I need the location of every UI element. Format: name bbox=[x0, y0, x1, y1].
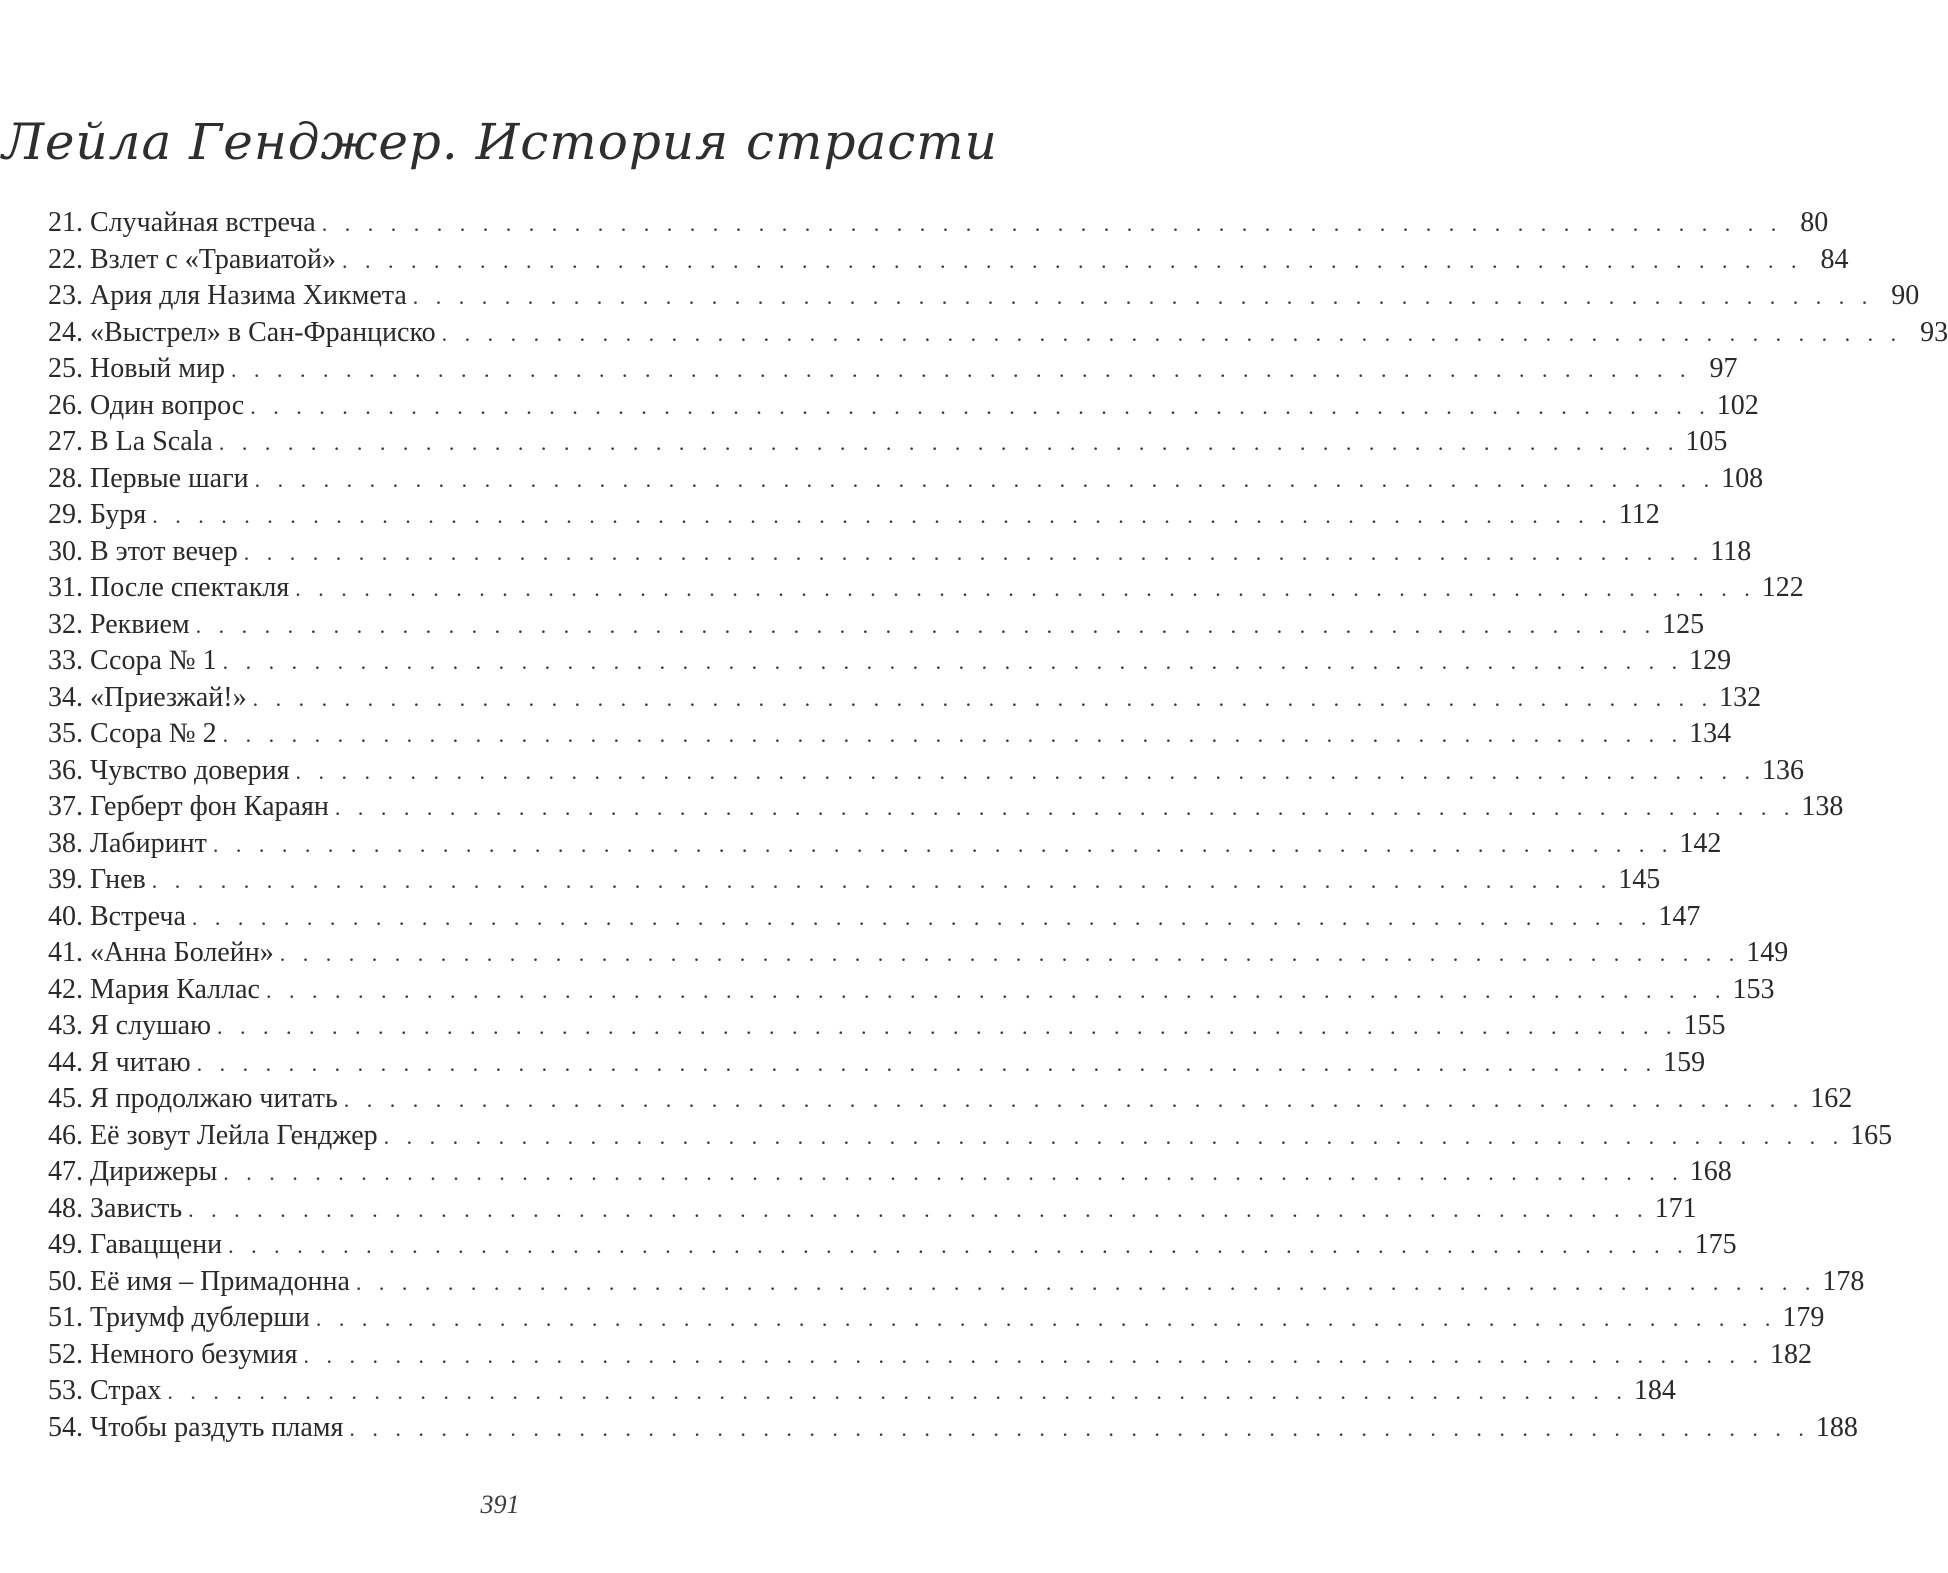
dot-leader: . . . . . . . . . . . . . . . . . . . . . . . . . . . . . . . . . . . . . . . . . . . . . . . . . . . . . . . . . . . . . . . . bbox=[383, 1123, 1845, 1149]
toc-entry-page: 162 bbox=[1810, 1083, 1853, 1114]
toc-entry-title: 49. Гавацщени bbox=[48, 1229, 223, 1260]
dot-leader: . . . . . . . . . . . . . . . . . . . . . . . . . . . . . . . . . . . . . . . . . . . . . . . . . . . . . . . . . . . . . . . . bbox=[216, 1014, 1678, 1039]
toc-entry bbox=[48, 1118, 1893, 1155]
toc-entry-title: 46. Её зовут Лейла Генджер bbox=[48, 1119, 378, 1151]
toc-entry bbox=[48, 461, 1764, 498]
dot-leader: . . . . . . . . . . . . . . . . . . . . . . . . . . . . . . . . . . . . . . . . . . . . . . . . . . . . . . . . . . . . . . . . bbox=[167, 1379, 1628, 1404]
toc-entry-title: 47. Дирижеры bbox=[48, 1156, 218, 1187]
toc-entry bbox=[48, 607, 1705, 644]
toc-entry bbox=[48, 1264, 1865, 1301]
dot-leader: . . . . . . . . . . . . . . . . . . . . . . . . . . . . . . . . . . . . . . . . . . . . . . . . . . . . . . . . . . . . . . . . bbox=[196, 1050, 1658, 1076]
toc-entry-page: 134 bbox=[1689, 718, 1732, 749]
toc-entry bbox=[48, 643, 1732, 680]
toc-entry-title: 42. Мария Каллас bbox=[48, 973, 260, 1005]
toc-entry-title: 38. Лабиринт bbox=[48, 827, 207, 859]
dot-leader: . . . . . . . . . . . . . . . . . . . . . . . . . . . . . . . . . . . . . . . . . . . . . . . . . . . . . . . . . . . . . . . . bbox=[441, 320, 1903, 346]
toc-entry bbox=[48, 1373, 1676, 1410]
toc-entry-page: 182 bbox=[1769, 1338, 1812, 1370]
toc-entry-page: 129 bbox=[1689, 645, 1732, 676]
toc-entry-title: 48. Зависть bbox=[48, 1192, 183, 1224]
toc-entry bbox=[48, 972, 1775, 1009]
dot-leader: . . . . . . . . . . . . . . . . . . . . . . . . . . . . . . . . . . . . . . . . . . . . . . . . . . . . . . . . . . . . . . . . bbox=[212, 831, 1674, 857]
toc-entry-page: 188 bbox=[1815, 1411, 1858, 1443]
dot-leader: . . . . . . . . . . . . . . . . . . . . . . . . . . . . . . . . . . . . . . . . . . . . . . . . . . . . . . . . . . . . . . . . bbox=[230, 357, 1692, 382]
toc-entry bbox=[48, 753, 1805, 790]
toc-entry bbox=[48, 315, 1948, 352]
toc-entry-page: 184 bbox=[1633, 1375, 1676, 1406]
toc-entry bbox=[48, 716, 1732, 753]
toc-entry-title: 36. Чувство доверия bbox=[48, 754, 290, 786]
toc-entry-page: 84 bbox=[1820, 243, 1849, 275]
toc-entry bbox=[48, 935, 1789, 972]
toc-entry-page: 153 bbox=[1732, 973, 1775, 1005]
toc-entry-page: 132 bbox=[1719, 681, 1762, 713]
toc-entry-title: 45. Я продолжаю читать bbox=[48, 1083, 338, 1114]
toc-entry-title: 28. Первые шаги bbox=[48, 462, 249, 494]
dot-leader: . . . . . . . . . . . . . . . . . . . . . . . . . . . . . . . . . . . . . . . . . . . . . . . . . . . . . . . . . . . . . . . . bbox=[222, 649, 1684, 674]
dot-leader: . . . . . . . . . . . . . . . . . . . . . . . . . . . . . . . . . . . . . . . . . . . . . . . . . . . . . . . . . . . . . . . . bbox=[188, 1196, 1649, 1222]
dot-leader: . . . . . . . . . . . . . . . . . . . . . . . . . . . . . . . . . . . . . . . . . . . . . . . . . . . . . . . . . . . . . . . . bbox=[152, 503, 1613, 528]
toc-entry bbox=[48, 205, 1829, 242]
toc-entry-page: 175 bbox=[1694, 1229, 1737, 1260]
dot-leader: . . . . . . . . . . . . . . . . . . . . . . . . . . . . . . . . . . . . . . . . . . . . . . . . . . . . . . . . . . . . . . . . bbox=[343, 1087, 1805, 1112]
dot-leader: . . . . . . . . . . . . . . . . . . . . . . . . . . . . . . . . . . . . . . . . . . . . . . . . . . . . . . . . . . . . . . . . bbox=[254, 466, 1716, 492]
toc-entry bbox=[48, 899, 1701, 936]
toc-entry bbox=[48, 242, 1849, 279]
dot-leader: . . . . . . . . . . . . . . . . . . . . . . . . . . . . . . . . . . . . . . . . . . . . . . . . . . . . . . . . . . . . . . . . bbox=[321, 211, 1783, 236]
dot-leader: . . . . . . . . . . . . . . . . . . . . . . . . . . . . . . . . . . . . . . . . . . . . . . . . . . . . . . . . . . . . . . . . bbox=[265, 977, 1727, 1003]
toc-entry-title: 21. Случайная встреча bbox=[48, 207, 316, 238]
toc-entry-page: 112 bbox=[1618, 499, 1660, 530]
toc-entry-title: 44. Я читаю bbox=[48, 1046, 191, 1078]
dot-leader: . . . . . . . . . . . . . . . . . . . . . . . . . . . . . . . . . . . . . . . . . . . . . . . . . . . . . . . . . . . . . . . . bbox=[303, 1342, 1764, 1368]
dot-leader: . . . . . . . . . . . . . . . . . . . . . . . . . . . . . . . . . . . . . . . . . . . . . . . . . . . . . . . . . . . . . . . . bbox=[222, 722, 1684, 747]
toc-entry-page: 179 bbox=[1782, 1302, 1825, 1333]
dot-leader: . . . . . . . . . . . . . . . . . . . . . . . . . . . . . . . . . . . . . . . . . . . . . . . . . . . . . . . . . . . . . . . . bbox=[252, 685, 1714, 711]
dot-leader: . . . . . . . . . . . . . . . . . . . . . . . . . . . . . . . . . . . . . . . . . . . . . . . . . . . . . . . . . . . . . . . . bbox=[243, 539, 1705, 565]
toc-entry-page: 145 bbox=[1618, 864, 1661, 895]
toc-entry bbox=[48, 278, 1920, 315]
toc-entry bbox=[48, 1191, 1697, 1228]
toc-entry-page: 142 bbox=[1679, 827, 1722, 859]
toc-entry-title: 41. «Анна Болейн» bbox=[48, 937, 274, 968]
dot-leader: . . . . . . . . . . . . . . . . . . . . . . . . . . . . . . . . . . . . . . . . . . . . . . . . . . . . . . . . . . . . . . . . bbox=[334, 795, 1796, 820]
toc-entry-page: 122 bbox=[1761, 572, 1804, 603]
toc-entry bbox=[48, 1227, 1737, 1264]
toc-entry-page: 108 bbox=[1721, 462, 1764, 494]
toc-entry-title: 23. Ария для Назима Хикмета bbox=[48, 280, 407, 311]
toc-entry bbox=[48, 862, 1661, 899]
toc-entry-title: 40. Встреча bbox=[48, 900, 186, 932]
toc-entry-page: 93 bbox=[1920, 316, 1948, 348]
dot-leader: . . . . . . . . . . . . . . . . . . . . . . . . . . . . . . . . . . . . . . . . . . . . . . . . . . . . . . . . . . . . . . . . bbox=[315, 1306, 1777, 1331]
dot-leader: . . . . . . . . . . . . . . . . . . . . . . . . . . . . . . . . . . . . . . . . . . . . . . . . . . . . . . . . . . . . . . . . bbox=[295, 576, 1756, 601]
table-of-contents bbox=[48, 205, 1948, 1446]
toc-entry bbox=[48, 1337, 1812, 1374]
toc-entry-page: 80 bbox=[1800, 207, 1829, 238]
toc-entry-title: 34. «Приезжай!» bbox=[48, 681, 247, 713]
toc-entry bbox=[48, 1008, 1726, 1045]
toc-entry bbox=[48, 388, 1759, 425]
toc-entry-page: 125 bbox=[1662, 608, 1705, 640]
toc-entry-title: 50. Её имя – Примадонна bbox=[48, 1265, 350, 1297]
toc-entry bbox=[48, 1081, 1853, 1118]
toc-entry-page: 159 bbox=[1663, 1046, 1706, 1078]
toc-entry-title: 25. Новый мир bbox=[48, 353, 225, 384]
toc-entry-page: 155 bbox=[1683, 1010, 1726, 1041]
toc-entry-page: 149 bbox=[1746, 937, 1789, 968]
dot-leader: . . . . . . . . . . . . . . . . . . . . . . . . . . . . . . . . . . . . . . . . . . . . . . . . . . . . . . . . . . . . . . . . bbox=[250, 393, 1711, 419]
toc-entry-page: 136 bbox=[1762, 754, 1805, 786]
toc-entry-title: 24. «Выстрел» в Сан-Франциско bbox=[48, 316, 436, 348]
toc-entry-page: 97 bbox=[1709, 353, 1738, 384]
dot-leader: . . . . . . . . . . . . . . . . . . . . . . . . . . . . . . . . . . . . . . . . . . . . . . . . . . . . . . . . . . . . . . . . bbox=[223, 1160, 1684, 1185]
dot-leader: . . . . . . . . . . . . . . . . . . . . . . . . . . . . . . . . . . . . . . . . . . . . . . . . . . . . . . . . . . . . . . . . bbox=[295, 758, 1757, 784]
toc-entry-page: 102 bbox=[1716, 389, 1759, 421]
toc-entry-page: 147 bbox=[1658, 900, 1701, 932]
toc-entry bbox=[48, 826, 1722, 863]
toc-entry-title: 32. Реквием bbox=[48, 608, 190, 640]
toc-entry bbox=[48, 351, 1738, 388]
toc-entry-title: 26. Один вопрос bbox=[48, 389, 245, 421]
dot-leader: . . . . . . . . . . . . . . . . . . . . . . . . . . . . . . . . . . . . . . . . . . . . . . . . . . . . . . . . . . . . . . . . bbox=[355, 1269, 1817, 1295]
toc-entry-page: 138 bbox=[1801, 791, 1844, 822]
toc-entry-page: 118 bbox=[1710, 535, 1752, 567]
toc-entry-title: 29. Буря bbox=[48, 499, 147, 530]
toc-entry-title: 53. Страх bbox=[48, 1375, 162, 1406]
toc-entry-page: 168 bbox=[1689, 1156, 1732, 1187]
running-title: Лейла Генджер. История страсти bbox=[2, 113, 998, 171]
toc-entry-page: 165 bbox=[1850, 1119, 1893, 1151]
dot-leader: . . . . . . . . . . . . . . . . . . . . . . . . . . . . . . . . . . . . . . . . . . . . . . . . . . . . . . . . . . . . . . . . bbox=[191, 904, 1653, 930]
toc-entry bbox=[48, 1045, 1706, 1082]
dot-leader: . . . . . . . . . . . . . . . . . . . . . . . . . . . . . . . . . . . . . . . . . . . . . . . . . . . . . . . . . . . . . . . . bbox=[349, 1415, 1810, 1441]
toc-entry-page: 171 bbox=[1654, 1192, 1697, 1224]
toc-entry bbox=[48, 1300, 1825, 1337]
toc-entry-title: 54. Чтобы раздуть пламя bbox=[48, 1411, 344, 1443]
toc-entry-page: 90 bbox=[1891, 280, 1920, 311]
toc-entry-title: 51. Триумф дублерши bbox=[48, 1302, 310, 1333]
toc-entry-title: 39. Гнев bbox=[48, 864, 146, 895]
toc-entry-page: 178 bbox=[1822, 1265, 1865, 1297]
toc-entry bbox=[48, 680, 1762, 717]
toc-entry bbox=[48, 789, 1844, 826]
dot-leader: . . . . . . . . . . . . . . . . . . . . . . . . . . . . . . . . . . . . . . . . . . . . . . . . . . . . . . . . . . . . . . . . bbox=[151, 868, 1613, 893]
toc-entry bbox=[48, 534, 1752, 571]
dot-leader: . . . . . . . . . . . . . . . . . . . . . . . . . . . . . . . . . . . . . . . . . . . . . . . . . . . . . . . . . . . . . . . . bbox=[228, 1233, 1689, 1258]
page-number: 391 bbox=[480, 1490, 520, 1519]
toc-entry bbox=[48, 497, 1660, 534]
toc-entry-title: 22. Взлет с «Травиатой» bbox=[48, 243, 337, 275]
toc-entry-title: 30. В этот вечер bbox=[48, 535, 238, 567]
toc-entry-title: 27. В La Scala bbox=[48, 426, 213, 457]
toc-entry bbox=[48, 1410, 1858, 1447]
dot-leader: . . . . . . . . . . . . . . . . . . . . . . . . . . . . . . . . . . . . . . . . . . . . . . . . . . . . . . . . . . . . . . . . bbox=[218, 430, 1680, 455]
toc-entry-title: 31. После спектакля bbox=[48, 572, 290, 603]
toc-entry-title: 35. Ссора № 2 bbox=[48, 718, 217, 749]
toc-entry-title: 52. Немного безумия bbox=[48, 1338, 298, 1370]
toc-entry-title: 37. Герберт фон Караян bbox=[48, 791, 329, 822]
dot-leader: . . . . . . . . . . . . . . . . . . . . . . . . . . . . . . . . . . . . . . . . . . . . . . . . . . . . . . . . . . . . . . . . bbox=[279, 941, 1741, 966]
toc-entry bbox=[48, 570, 1804, 607]
toc-entry bbox=[48, 424, 1728, 461]
toc-entry-page: 105 bbox=[1685, 426, 1728, 457]
toc-entry-title: 43. Я слушаю bbox=[48, 1010, 211, 1041]
dot-leader: . . . . . . . . . . . . . . . . . . . . . . . . . . . . . . . . . . . . . . . . . . . . . . . . . . . . . . . . . . . . . . . . bbox=[342, 247, 1803, 273]
toc-entry-title: 33. Ссора № 1 bbox=[48, 645, 217, 676]
dot-leader: . . . . . . . . . . . . . . . . . . . . . . . . . . . . . . . . . . . . . . . . . . . . . . . . . . . . . . . . . . . . . . . . bbox=[195, 612, 1657, 638]
dot-leader: . . . . . . . . . . . . . . . . . . . . . . . . . . . . . . . . . . . . . . . . . . . . . . . . . . . . . . . . . . . . . . . . bbox=[412, 284, 1874, 309]
toc-entry bbox=[48, 1154, 1732, 1191]
